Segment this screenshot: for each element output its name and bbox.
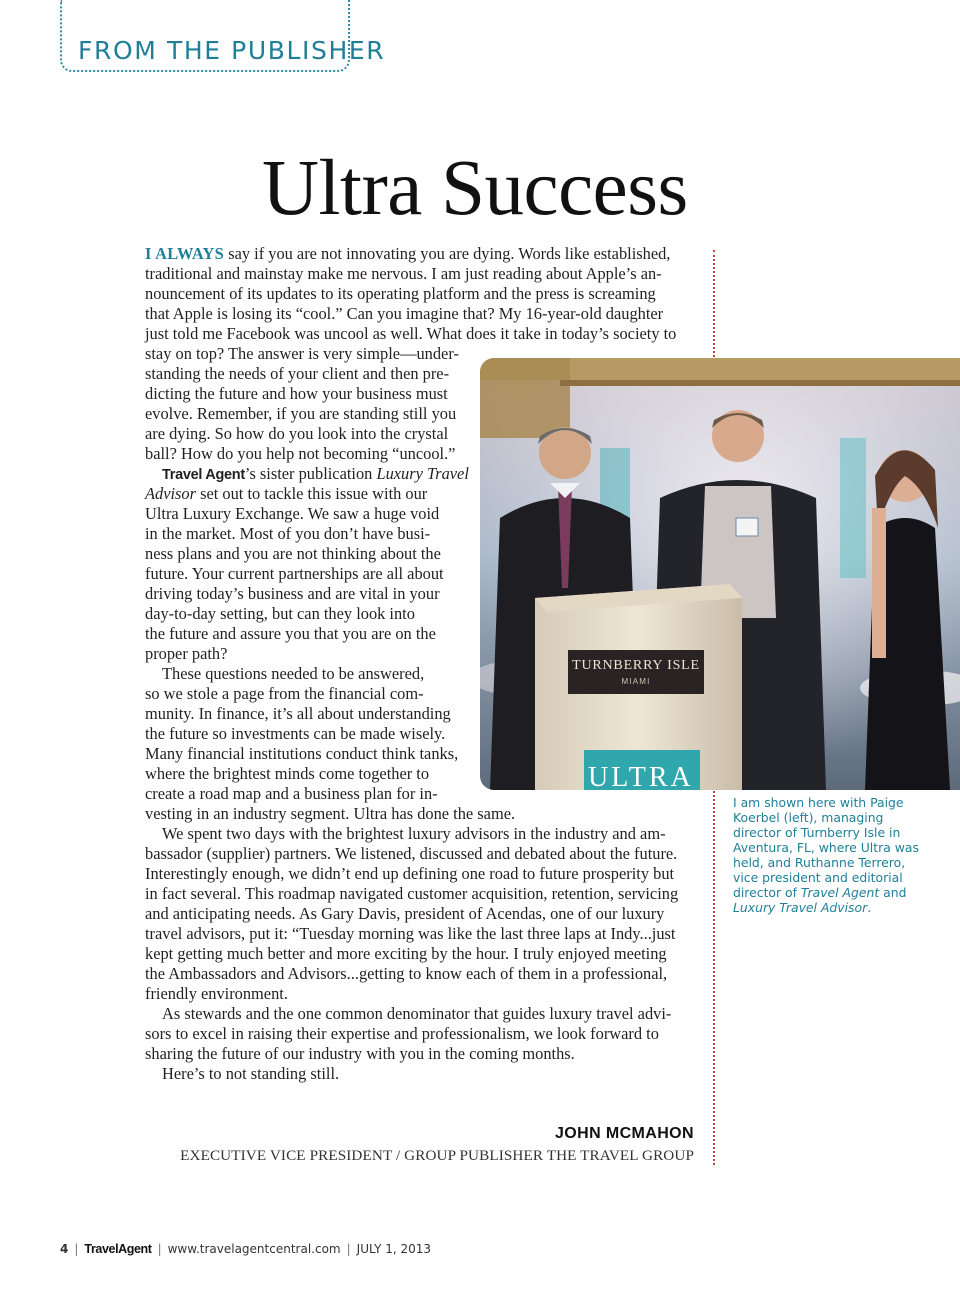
article-line: ness plans and you are not thinking about the bbox=[145, 544, 441, 563]
article-line: vesting in an industry segment. Ultra has done the same. bbox=[145, 804, 516, 823]
caption-line: director of Turnberry Isle in bbox=[733, 825, 901, 840]
brand-inline: Travel Agent bbox=[162, 467, 245, 483]
page-number: 4 bbox=[60, 1242, 69, 1256]
event-photo bbox=[480, 358, 960, 790]
section-tab bbox=[60, 0, 386, 72]
article-line: bassador (supplier) partners. We listened, discussed and debated about the future. bbox=[145, 844, 678, 863]
article-line: driving today’s business and are vital in your bbox=[145, 584, 440, 603]
article-line: create a road map and a business plan for in- bbox=[145, 784, 438, 803]
caption-line: vice president and editorial bbox=[733, 870, 903, 885]
article-line: ball? How do you help not becoming “uncool.” bbox=[145, 444, 456, 463]
article-line: I ALWAYS say if you are not innovating you are dying. Words like established, bbox=[145, 244, 671, 263]
article-line: nouncement of its updates to its operating platform and the press is screaming bbox=[145, 284, 656, 303]
publication-name: Luxury Travel bbox=[376, 464, 469, 483]
article-line: stay on top? The answer is very simple—under- bbox=[145, 344, 459, 363]
signature-block bbox=[180, 1124, 694, 1167]
article-line: travel advisors, put it: “Tuesday morning was like the last three laps at Indy...just bbox=[145, 924, 676, 943]
article-line: and anticipating needs. As Gary Davis, president of Acendas, one of our luxury bbox=[145, 904, 665, 923]
article-line: Many financial institutions conduct think tanks, bbox=[145, 744, 459, 763]
caption-line: I am shown here with Paige bbox=[733, 795, 904, 810]
article-line: that Apple is losing its “cool.” Can you imagine that? My 16-year-old daughter bbox=[145, 304, 664, 323]
article-line: are dying. So how do you look into the crystal bbox=[145, 424, 449, 443]
article-line: the future so investments can be made wisely. bbox=[145, 724, 446, 743]
article-line: the Ambassadors and Advisors...getting to know each of them in a professional, bbox=[145, 964, 668, 983]
article-line: in the market. Most of you don’t have busi- bbox=[145, 524, 431, 543]
photo-illustration bbox=[480, 358, 960, 790]
page-footer bbox=[60, 1242, 431, 1256]
podium-sign-subtext: MIAMI bbox=[621, 677, 651, 686]
headline: Ultra Success bbox=[262, 145, 688, 232]
article-line: sharing the future of our industry with you in the coming months. bbox=[145, 1044, 575, 1063]
article-line: future. Your current partnerships are all about bbox=[145, 564, 444, 583]
podium-sign-text: TURNBERRY ISLE bbox=[572, 658, 700, 673]
article-line: day-to-day setting, but can they look into bbox=[145, 604, 415, 623]
footer-separator: | bbox=[74, 1242, 79, 1256]
lead-in: I ALWAYS bbox=[145, 244, 225, 263]
section-label: FROM THE PUBLISHER bbox=[78, 36, 386, 65]
article-line: As stewards and the one common denominator that guides luxury travel advi- bbox=[162, 1004, 672, 1023]
article-line: standing the needs of your client and then pre- bbox=[145, 364, 450, 383]
article-line: so we stole a page from the financial com- bbox=[145, 684, 424, 703]
caption-line: director of Travel Agent and bbox=[733, 885, 907, 900]
article-line: These questions needed to be answered, bbox=[162, 664, 425, 683]
footer-separator: | bbox=[157, 1242, 162, 1256]
publication-name: Advisor bbox=[145, 484, 196, 503]
article-line: Interestingly enough, we didn’t end up defining one road to future prosperity but bbox=[145, 864, 675, 883]
article-line: dicting the future and how your business must bbox=[145, 384, 448, 403]
article-line: evolve. Remember, if you are standing still you bbox=[145, 404, 457, 423]
article-line: in fact several. This roadmap navigated customer acquisition, retention, servicing bbox=[145, 884, 679, 903]
article-line: We spent two days with the brightest luxury advisors in the industry and am- bbox=[162, 824, 666, 843]
author-title: EXECUTIVE VICE PRESIDENT / GROUP PUBLISHER THE TRAVEL GROUP bbox=[180, 1147, 694, 1164]
footer-url: www.travelagentcentral.com bbox=[167, 1242, 341, 1256]
article-line: sors to excel in raising their expertise and professionalism, we look forward to bbox=[145, 1024, 659, 1043]
caption-line: Luxury Travel Advisor. bbox=[733, 900, 872, 915]
article-line: Here’s to not standing still. bbox=[162, 1064, 340, 1083]
article-line: Advisor set out to tackle this issue with our bbox=[145, 484, 428, 503]
footer-date: JULY 1, 2013 bbox=[356, 1242, 432, 1256]
podium-banner-text: ULTRA bbox=[588, 762, 694, 790]
article-line: Travel Agent’s sister publication Luxury Travel bbox=[162, 464, 469, 483]
caption-line: Aventura, FL, where Ultra was bbox=[733, 840, 919, 855]
article-line: the future and assure you that you are on the bbox=[145, 624, 436, 643]
photo-caption bbox=[733, 795, 933, 915]
author-name: JOHN MCMAHON bbox=[554, 1125, 694, 1142]
caption-line: held, and Ruthanne Terrero, bbox=[733, 855, 906, 870]
article-line: munity. In finance, it’s all about understanding bbox=[145, 704, 451, 723]
article-line: kept getting much better and more exciting by the hour. I truly enjoyed meeting bbox=[145, 944, 667, 963]
footer-separator: | bbox=[346, 1242, 351, 1256]
article-line: where the brightest minds come together to bbox=[145, 764, 430, 783]
footer-brand: TravelAgent bbox=[84, 1242, 152, 1256]
article-line: proper path? bbox=[145, 644, 228, 663]
article-line: just told me Facebook was uncool as well. What does it take in today’s society to bbox=[145, 324, 677, 343]
article-line: Ultra Luxury Exchange. We saw a huge void bbox=[145, 504, 440, 523]
article-line: traditional and mainstay make me nervous. I am just reading about Apple’s an- bbox=[145, 264, 662, 283]
caption-line: Koerbel (left), managing bbox=[733, 810, 884, 825]
article-line: friendly environment. bbox=[145, 984, 288, 1003]
